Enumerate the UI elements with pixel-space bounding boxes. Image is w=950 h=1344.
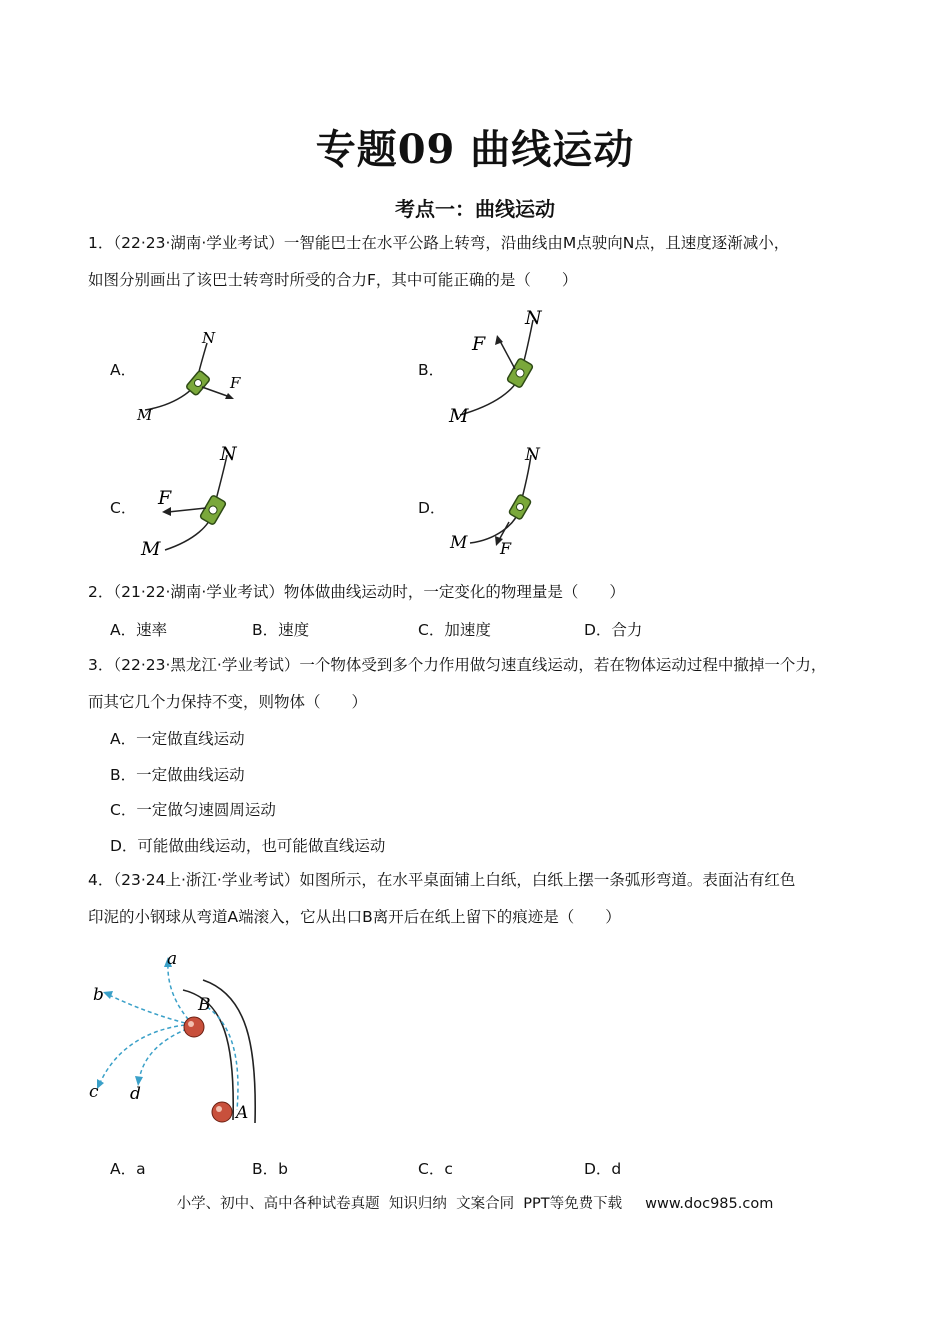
label-f: F [158,487,172,509]
q4-figure [85,945,265,1130]
trajectory-c [100,1025,185,1083]
label-f: F [472,333,486,355]
label-n: N [525,445,540,465]
q3-stem-line2: 而其它几个力保持不变，则物体（ ） [88,693,368,711]
label-n: N [525,307,542,329]
section-heading: 考点一：曲线运动 [395,197,555,221]
q2-stem: 2．（21·22·湖南·学业考试）物体做曲线运动时，一定变化的物理量是（ ） [88,583,625,601]
label-c-path: c [89,1082,99,1102]
label-n: N [220,443,237,465]
q4-stem-line2: 印泥的小钢球从弯道A端滚入，它从出口B离开后在纸上留下的痕迹是（ ） [88,908,621,926]
label-m: M [137,406,153,424]
q4-option-c: C．c [418,1160,453,1178]
label-a-path: a [167,949,178,969]
label-b-exit: B [198,995,211,1015]
q3-option-b: B．一定做曲线运动 [110,766,245,784]
label-d-path: d [130,1084,141,1104]
q2-option-a: A．速率 [110,621,168,639]
q4-option-a: A．a [110,1160,146,1178]
q1-figure-a [135,325,255,425]
label-b-path: b [93,985,104,1005]
label-m: M [449,405,469,427]
q1-option-a: A． [110,361,137,379]
trajectory-d [139,1029,187,1080]
q1-stem-line1: 1．（22·23·湖南·学业考试）一智能巴士在水平公路上转弯，沿曲线由M点驶向N点，且速度逐渐减小， [88,234,790,252]
trajectory-a [168,963,193,1025]
q1-figure-c [140,440,260,565]
page-title: 专题09 曲线运动 [315,126,635,173]
footer-text: 小学、初中、高中各种试卷真题 知识归纳 文案合同 PPT等免费下载 www.doc985.com [176,1196,774,1212]
ball-at-b [184,1017,204,1037]
q3-option-a: A．一定做直线运动 [110,730,245,748]
q3-option-d: D．可能做曲线运动，也可能做直线运动 [110,837,386,855]
label-m: M [450,533,468,553]
q2-option-d: D．合力 [584,621,643,639]
q4-stem-line1: 4．（23·24上·浙江·学业考试）如图所示，在水平桌面铺上白纸，白纸上摆一条弧形弯道。表面沾有红色 [88,871,796,889]
q1-option-c: C． [110,499,137,517]
label-n: N [202,329,216,347]
q1-option-b: B． [418,361,445,379]
bus-icon [200,495,227,526]
label-m: M [141,538,161,560]
label-f: F [500,539,512,558]
q1-option-d: D． [418,499,446,517]
q4-option-d: D．d [584,1160,622,1178]
bus-icon [508,494,531,520]
q4-option-b: B．b [252,1160,288,1178]
q1-stem-line2: 如图分别画出了该巴士转弯时所受的合力F，其中可能正确的是（ ） [88,271,578,289]
q3-stem-line1: 3．（22·23·黑龙江·学业考试）一个物体受到多个力作用做匀速直线运动，若在物体运动过程中撤掉一个力， [88,656,827,674]
q3-option-c: C．一定做匀速圆周运动 [110,801,276,819]
q1-figure-b [445,305,565,430]
label-a-entry: A [236,1103,249,1123]
q2-option-b: B．速度 [252,621,310,639]
trajectory-b [109,995,185,1023]
label-f: F [230,374,241,392]
ball-at-a [212,1102,232,1122]
q2-option-c: C．加速度 [418,621,491,639]
q1-figure-d [445,440,565,565]
